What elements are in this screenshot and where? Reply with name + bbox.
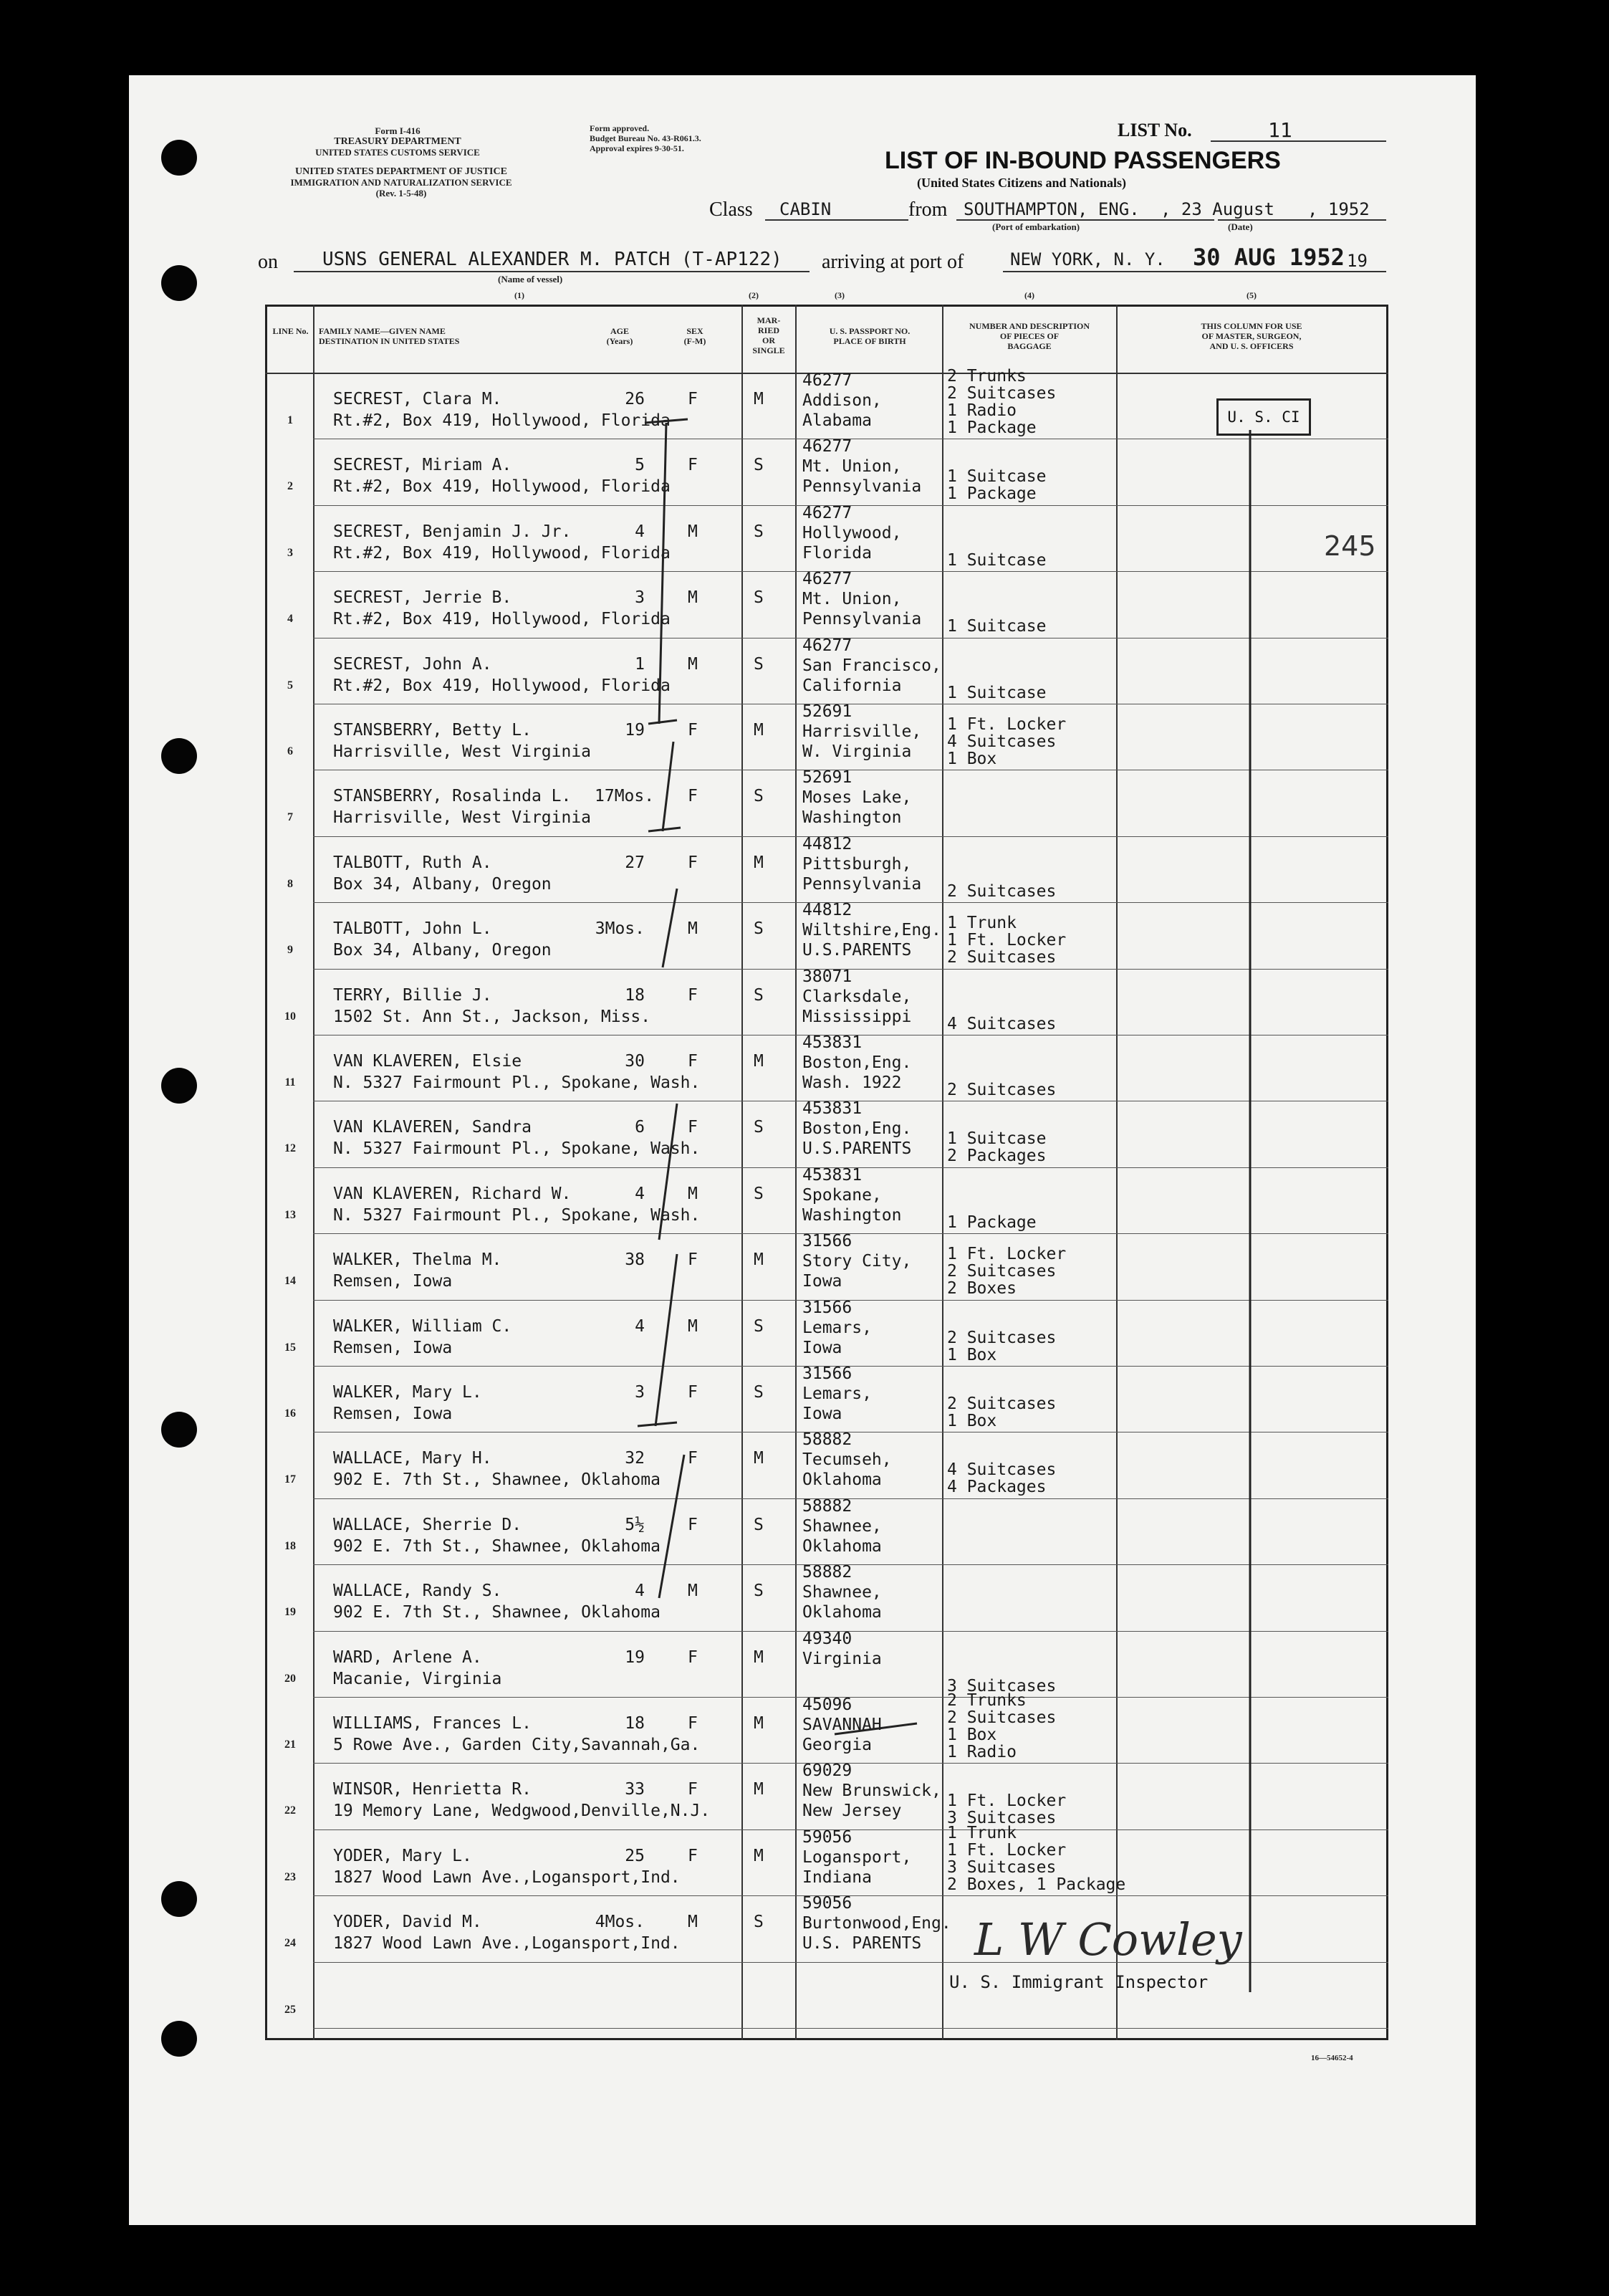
baggage-item: 1 Suitcase (947, 1129, 1047, 1149)
birth-place: Tecumseh, (802, 1450, 892, 1470)
passport-number: 38071 (802, 967, 852, 986)
birth-place-2: Oklahoma (802, 1536, 882, 1556)
col-header-passport: U. S. PASSPORT NO. PLACE OF BIRTH (829, 326, 911, 346)
baggage-item: 3 Suitcases (947, 1857, 1057, 1877)
baggage-item: 1 Suitcase (947, 683, 1047, 702)
passenger-age: 3 (635, 588, 645, 608)
from-label: from (908, 198, 948, 221)
line-number: 13 (284, 1208, 296, 1221)
baggage-item: 1 Suitcase (947, 550, 1047, 570)
passenger-sex: M (688, 1316, 698, 1336)
birth-place-2: California (802, 676, 902, 695)
passport-number: 46277 (802, 503, 852, 522)
passenger-destination: 902 E. 7th St., Shawnee, Oklahoma (333, 1603, 661, 1622)
birth-place: Addison, (802, 391, 882, 410)
marital-status: M (754, 853, 764, 872)
passport-number: 453831 (802, 1165, 863, 1185)
passenger-destination: Box 34, Albany, Oregon (333, 874, 552, 894)
passenger-age: 32 (625, 1449, 645, 1468)
passenger-destination: N. 5327 Fairmount Pl., Spokane, Wash. (333, 1205, 701, 1225)
marital-status: S (754, 985, 764, 1005)
passenger-name: WALLACE, Randy S. (333, 1582, 502, 1601)
marital-status: M (754, 1780, 764, 1799)
marital-status: M (754, 390, 764, 408)
passenger-destination: Harrisville, West Virginia (333, 808, 592, 828)
line-number: 12 (284, 1142, 296, 1155)
passenger-name: SECREST, John A. (333, 654, 492, 674)
passenger-age: 33 (625, 1780, 645, 1799)
birth-place-2: Oklahoma (802, 1603, 882, 1622)
col-number-5: (5) (1247, 290, 1257, 300)
col-number-4: (4) (1024, 290, 1034, 300)
passport-number: 52691 (802, 702, 852, 721)
side-number: 245 (1324, 530, 1376, 562)
passenger-sex: M (688, 1913, 698, 1932)
marital-status: S (754, 522, 764, 541)
baggage-item: 2 Suitcases (947, 948, 1057, 967)
birth-place-2: U.S. PARENTS (802, 1934, 922, 1953)
passenger-destination: 902 E. 7th St., Shawnee, Oklahoma (333, 1470, 661, 1490)
passport-number: 44812 (802, 901, 852, 920)
passenger-name: VAN KLAVEREN, Richard W. (333, 1184, 572, 1203)
marital-status: M (754, 1250, 764, 1270)
passenger-sex: F (688, 456, 698, 475)
baggage-item: 1 Ft. Locker (947, 1840, 1067, 1860)
passenger-name: VAN KLAVEREN, Sandra (333, 1118, 532, 1137)
justice-block: UNITED STATES DEPARTMENT OF JUSTICE IMMIGRATION AND NATURALIZATION SERVICE (Rev. 1-5-48) (290, 166, 512, 198)
birth-place-2: Oklahoma (802, 1470, 882, 1490)
birth-place-2: New Jersey (802, 1802, 902, 1821)
passenger-age: 4Mos. (595, 1913, 645, 1932)
col-header-line: LINE No. (272, 326, 309, 336)
line-number: 14 (284, 1275, 296, 1288)
port-caption: (Port of embarkation) (992, 221, 1080, 232)
form-footer: 16—54652-4 (1311, 2054, 1353, 2062)
baggage-item: 4 Suitcases (947, 732, 1057, 751)
passenger-destination: Rt.#2, Box 419, Hollywood, Florida (333, 543, 671, 563)
marital-status: M (754, 1846, 764, 1865)
passport-number: 31566 (802, 1364, 852, 1383)
passenger-destination: Rt.#2, Box 419, Hollywood, Florida (333, 610, 671, 629)
baggage-item: 2 Suitcases (947, 1328, 1057, 1347)
passenger-age: 27 (625, 853, 645, 872)
arrival-port: NEW YORK, N. Y. (1010, 249, 1166, 269)
line-number: 17 (284, 1473, 296, 1486)
passenger-name: TALBOTT, John L. (333, 919, 492, 939)
baggage-item: 1 Package (947, 484, 1037, 504)
col-header-sex: SEX (F-M) (683, 326, 706, 346)
marital-status: S (754, 588, 764, 608)
passenger-sex: F (688, 1846, 698, 1865)
baggage-item: 1 Trunk (947, 914, 1017, 933)
passenger-age: 4 (635, 1316, 645, 1336)
marital-status: S (754, 654, 764, 674)
marital-status: M (754, 1052, 764, 1071)
baggage-item: 4 Packages (947, 1478, 1047, 1497)
inspector-signature: L W Cowley (974, 1913, 1242, 1966)
line-number: 1 (287, 414, 293, 426)
line-number: 24 (284, 1937, 296, 1950)
passport-number: 58882 (802, 1430, 852, 1450)
line-number: 22 (284, 1804, 296, 1817)
birth-place: Spokane, (802, 1185, 882, 1205)
line-number: 21 (284, 1738, 296, 1751)
passenger-age: 4 (635, 522, 645, 541)
line-number: 15 (284, 1341, 296, 1354)
birth-place: Mt. Union, (802, 590, 902, 609)
approval-block: Form approved. Budget Bureau No. 43-R061.3. Approval expires 9-30-51. (590, 123, 701, 153)
marital-status: M (754, 1647, 764, 1667)
passenger-destination: N. 5327 Fairmount Pl., Spokane, Wash. (333, 1139, 701, 1159)
line-number: 8 (287, 877, 293, 890)
line-number: 19 (284, 1606, 296, 1619)
passport-number: 69029 (802, 1761, 852, 1781)
vessel-name: USNS GENERAL ALEXANDER M. PATCH (T-AP122) (322, 249, 782, 270)
passenger-name: SECREST, Clara M. (333, 390, 502, 408)
baggage-item: 1 Suitcase (947, 467, 1047, 487)
on-label: on (258, 251, 278, 273)
baggage-item: 1 Ft. Locker (947, 1792, 1067, 1811)
line-number: 5 (287, 679, 293, 692)
col-header-name: FAMILY NAME—GIVEN NAME DESTINATION IN UNITED STATES (319, 326, 460, 346)
passenger-age: 5½ (625, 1515, 645, 1534)
date-value: , 23 August (1161, 199, 1274, 219)
class-value: CABIN (779, 199, 832, 219)
arriving-label: arriving at port of (822, 251, 964, 273)
list-no-value: 11 (1268, 118, 1292, 142)
customs-stamp: U. S. CI (1216, 398, 1311, 436)
marital-status: S (754, 1913, 764, 1932)
passenger-sex: M (688, 1184, 698, 1203)
line-number: 4 (287, 613, 293, 626)
passenger-sex: M (688, 1582, 698, 1601)
passenger-name: SECREST, Jerrie B. (333, 588, 512, 608)
passport-number: 46277 (802, 636, 852, 655)
marital-status: S (754, 1582, 764, 1601)
birth-place-2: Washington (802, 1205, 902, 1225)
passenger-destination: 5 Rowe Ave., Garden City,Savannah,Ga. (333, 1736, 701, 1754)
baggage-item: 1 Package (947, 418, 1037, 437)
passport-number: 52691 (802, 768, 852, 788)
marital-status: S (754, 1118, 764, 1137)
birth-place: Wiltshire,Eng. (802, 921, 941, 940)
passenger-sex: M (688, 919, 698, 939)
passenger-sex: M (688, 588, 698, 608)
baggage-item: 2 Suitcases (947, 1395, 1057, 1413)
baggage-item: 1 Box (947, 1412, 997, 1430)
col-header-age: AGE (Years) (606, 326, 633, 346)
line-number: 23 (284, 1870, 296, 1883)
passenger-name: WALLACE, Sherrie D. (333, 1515, 522, 1534)
baggage-item: 2 Suitcases (947, 384, 1057, 403)
passport-number: 46277 (802, 437, 852, 456)
birth-place: Logansport, (802, 1847, 912, 1867)
year-value: , 1952 (1307, 199, 1370, 219)
passport-number: 46277 (802, 570, 852, 589)
passenger-age: 25 (625, 1846, 645, 1865)
passenger-sex: F (688, 1118, 698, 1137)
col-header-baggage: NUMBER AND DESCRIPTION OF PIECES OF BAGGAGE (969, 321, 1090, 351)
passenger-name: WILLIAMS, Frances L. (333, 1714, 532, 1733)
baggage-item: 2 Suitcases (947, 1708, 1057, 1727)
marital-status: S (754, 1515, 764, 1534)
birth-place-2: U.S.PARENTS (802, 941, 912, 960)
passenger-sex: F (688, 853, 698, 872)
passenger-age: 18 (625, 1714, 645, 1733)
document-subtitle: (United States Citizens and Nationals) (917, 176, 1127, 190)
line-number: 25 (284, 2003, 296, 2016)
passport-number: 58882 (802, 1496, 852, 1516)
line-number: 20 (284, 1672, 296, 1685)
passenger-destination: 19 Memory Lane, Wedgwood,Denville,N.J. (333, 1802, 711, 1821)
birth-place: Burtonwood,Eng. (802, 1914, 951, 1933)
date-caption: (Date) (1228, 221, 1253, 232)
passport-number: 58882 (802, 1563, 852, 1582)
line-number: 18 (284, 1539, 296, 1552)
passport-number: 453831 (802, 1033, 863, 1052)
baggage-item: 1 Ft. Locker (947, 1245, 1067, 1264)
passenger-destination: 1827 Wood Lawn Ave.,Logansport,Ind. (333, 1934, 681, 1953)
passport-number: 453831 (802, 1099, 863, 1119)
birth-place-2: Iowa (802, 1405, 842, 1423)
birth-place: Shawnee, (802, 1516, 882, 1536)
col-number-3: (3) (835, 290, 845, 300)
marital-status: S (754, 456, 764, 475)
birth-place: SAVANNAH (802, 1716, 882, 1734)
baggage-item: 4 Suitcases (947, 1014, 1057, 1033)
passenger-name: WALKER, William C. (333, 1316, 512, 1336)
birth-place: Clarksdale, (802, 987, 912, 1006)
birth-place: San Francisco, (802, 656, 941, 675)
col-header-officers: THIS COLUMN FOR USE OF MASTER, SURGEON, AND U. S. OFFICERS (1201, 321, 1302, 351)
passenger-destination: Rt.#2, Box 419, Hollywood, Florida (333, 477, 671, 497)
passport-number: 46277 (802, 371, 852, 390)
baggage-item: 2 Suitcases (947, 1081, 1057, 1099)
passport-number: 59056 (802, 1827, 852, 1847)
passenger-destination: Box 34, Albany, Oregon (333, 941, 552, 960)
baggage-item: 3 Suitcases (947, 1809, 1057, 1828)
form-block: Form I-416 TREASURY DEPARTMENT UNITED STATES CUSTOMS SERVICE (315, 125, 480, 158)
passenger-destination: Harrisville, West Virginia (333, 742, 592, 761)
passenger-age: 18 (625, 985, 645, 1005)
marital-status: M (754, 1714, 764, 1733)
passenger-age: 6 (635, 1118, 645, 1137)
marital-status: M (754, 721, 764, 740)
passenger-sex: M (688, 522, 698, 541)
passenger-sex: F (688, 721, 698, 740)
passenger-age: 30 (625, 1052, 645, 1071)
marital-status: M (754, 1449, 764, 1468)
baggage-item: 1 Box (947, 750, 997, 768)
passenger-sex: F (688, 1250, 698, 1270)
marital-status: S (754, 919, 764, 939)
passenger-destination: Rt.#2, Box 419, Hollywood, Florida (333, 676, 671, 695)
class-label: Class (709, 198, 753, 221)
birth-place: Virginia (802, 1649, 882, 1668)
baggage-item: 1 Radio (947, 401, 1017, 420)
birth-place-2: Mississippi (802, 1007, 912, 1026)
baggage-item: 1 Box (947, 1726, 997, 1744)
passenger-destination: 1502 St. Ann St., Jackson, Miss. (333, 1007, 651, 1026)
passenger-name: YODER, Mary L. (333, 1846, 472, 1865)
arrival-stamp: 30 AUG 1952 (1193, 244, 1345, 271)
passport-number: 44812 (802, 834, 852, 853)
baggage-item: 3 Suitcases (947, 1676, 1057, 1695)
passenger-sex: F (688, 1449, 698, 1468)
passenger-age: 19 (625, 1647, 645, 1667)
baggage-item: 2 Trunks (947, 367, 1027, 386)
line-number: 2 (287, 480, 293, 493)
col-header-married: MAR- RIED OR SINGLE (752, 315, 785, 355)
col-number-1: (1) (514, 290, 524, 300)
birth-place: Pittsburgh, (802, 854, 912, 874)
baggage-item: 4 Suitcases (947, 1460, 1057, 1480)
passport-number: 31566 (802, 1232, 852, 1251)
birth-place-2: Indiana (802, 1867, 872, 1887)
passport-number: 49340 (802, 1629, 852, 1648)
birth-place-2: Florida (802, 543, 872, 563)
marital-status: S (754, 787, 764, 806)
passenger-name: WALKER, Mary L. (333, 1383, 482, 1402)
passenger-sex: F (688, 1780, 698, 1799)
passenger-name: WINSOR, Henrietta R. (333, 1780, 532, 1799)
line-number: 16 (284, 1407, 296, 1420)
birth-place-2: Iowa (802, 1272, 842, 1291)
birth-place-2: Pennsylvania (802, 477, 922, 497)
line-number: 9 (287, 944, 293, 957)
birth-place-2: W. Virginia (802, 742, 912, 761)
birth-place: Harrisville, (802, 722, 922, 741)
passport-number: 59056 (802, 1894, 852, 1913)
passenger-sex: F (688, 985, 698, 1005)
birth-place: Hollywood, (802, 523, 902, 542)
birth-place-2: Wash. 1922 (802, 1073, 902, 1092)
passenger-destination: 1827 Wood Lawn Ave.,Logansport,Ind. (333, 1867, 681, 1887)
birth-place: New Brunswick, (802, 1781, 941, 1801)
baggage-item: 2 Suitcases (947, 881, 1057, 901)
marital-status: S (754, 1316, 764, 1336)
passenger-sex: F (688, 1383, 698, 1402)
birth-place: Lemars, (802, 1318, 872, 1337)
inspector-title: U. S. Immigrant Inspector (949, 1972, 1209, 1992)
marital-status: S (754, 1184, 764, 1203)
baggage-item: 1 Suitcase (947, 617, 1047, 636)
line-number: 10 (284, 1010, 296, 1023)
passenger-destination: Macanie, Virginia (333, 1669, 502, 1688)
passenger-name: WARD, Arlene A. (333, 1647, 482, 1667)
passenger-destination: Remsen, Iowa (333, 1405, 453, 1423)
baggage-item: 1 Radio (947, 1743, 1017, 1761)
passenger-age: 3Mos. (595, 919, 645, 939)
baggage-item: 2 Trunks (947, 1691, 1027, 1710)
passenger-name: SECREST, Miriam A. (333, 456, 512, 475)
passport-number: 31566 (802, 1298, 852, 1317)
passenger-destination: Remsen, Iowa (333, 1272, 453, 1291)
passenger-age: 17Mos. (595, 787, 655, 806)
baggage-item: 1 Package (947, 1212, 1037, 1232)
passenger-sex: F (688, 1515, 698, 1534)
passenger-name: VAN KLAVEREN, Elsie (333, 1052, 522, 1071)
baggage-item: 1 Box (947, 1345, 997, 1364)
baggage-item: 1 Ft. Locker (947, 715, 1067, 734)
passenger-name: TERRY, Billie J. (333, 985, 492, 1005)
passenger-name: STANSBERRY, Betty L. (333, 721, 532, 740)
vessel-caption: (Name of vessel) (498, 274, 563, 284)
passenger-destination: N. 5327 Fairmount Pl., Spokane, Wash. (333, 1073, 701, 1092)
birth-place: Shawnee, (802, 1583, 882, 1602)
birth-place-2: Washington (802, 808, 902, 828)
passenger-age: 19 (625, 721, 645, 740)
line-number: 11 (284, 1076, 296, 1089)
passenger-sex: F (688, 1647, 698, 1667)
passenger-destination: 902 E. 7th St., Shawnee, Oklahoma (333, 1536, 661, 1556)
passenger-age: 1 (635, 654, 645, 674)
passenger-age: 26 (625, 390, 645, 408)
baggage-item: 1 Trunk (947, 1823, 1017, 1842)
passenger-name: TALBOTT, Ruth A. (333, 853, 492, 872)
passenger-sex: F (688, 1714, 698, 1733)
passenger-name: SECREST, Benjamin J. Jr. (333, 522, 572, 541)
passenger-sex: M (688, 654, 698, 674)
passenger-sex: F (688, 1052, 698, 1071)
passenger-name: STANSBERRY, Rosalinda L. (333, 787, 572, 806)
marital-status: S (754, 1383, 764, 1402)
passenger-age: 4 (635, 1184, 645, 1203)
passenger-name: YODER, David M. (333, 1913, 482, 1932)
passenger-age: 3 (635, 1383, 645, 1402)
passenger-name: WALKER, Thelma M. (333, 1250, 502, 1270)
birth-place-2: Georgia (802, 1736, 872, 1754)
birth-place-2: Pennsylvania (802, 610, 922, 629)
birth-place: Lemars, (802, 1384, 872, 1403)
list-no-label: LIST No. (1118, 120, 1192, 140)
birth-place-2: Alabama (802, 411, 872, 430)
passenger-name: WALLACE, Mary H. (333, 1449, 492, 1468)
birth-place: Boston,Eng. (802, 1119, 912, 1139)
passenger-sex: F (688, 787, 698, 806)
passenger-age: 38 (625, 1250, 645, 1270)
birth-place-2: Iowa (802, 1338, 842, 1357)
birth-place: Story City, (802, 1252, 912, 1271)
baggage-item: 2 Packages (947, 1147, 1047, 1166)
passport-number: 45096 (802, 1695, 852, 1714)
document-title: LIST OF IN-BOUND PASSENGERS (885, 147, 1281, 174)
passenger-age: 5 (635, 456, 645, 475)
passenger-age: 4 (635, 1582, 645, 1601)
baggage-item: 2 Boxes (947, 1279, 1017, 1298)
baggage-item: 2 Suitcases (947, 1262, 1057, 1281)
baggage-item: 2 Boxes, 1 Package (947, 1875, 1126, 1894)
line-number: 3 (287, 546, 293, 559)
passenger-destination: Rt.#2, Box 419, Hollywood, Florida (333, 411, 671, 430)
birth-place: Boston,Eng. (802, 1053, 912, 1072)
arrival-suffix: 19 (1347, 251, 1368, 271)
line-number: 6 (287, 745, 293, 757)
passenger-destination: Remsen, Iowa (333, 1338, 453, 1357)
birth-place: Mt. Union, (802, 457, 902, 477)
baggage-item: 1 Ft. Locker (947, 931, 1067, 950)
birth-place-2: Pennsylvania (802, 874, 922, 894)
line-number: 7 (287, 811, 293, 824)
birth-place: Moses Lake, (802, 788, 912, 808)
birth-place-2: U.S.PARENTS (802, 1139, 912, 1159)
from-value: SOUTHAMPTON, ENG. (964, 199, 1140, 219)
col-number-2: (2) (749, 290, 759, 300)
passenger-sex: F (688, 390, 698, 408)
